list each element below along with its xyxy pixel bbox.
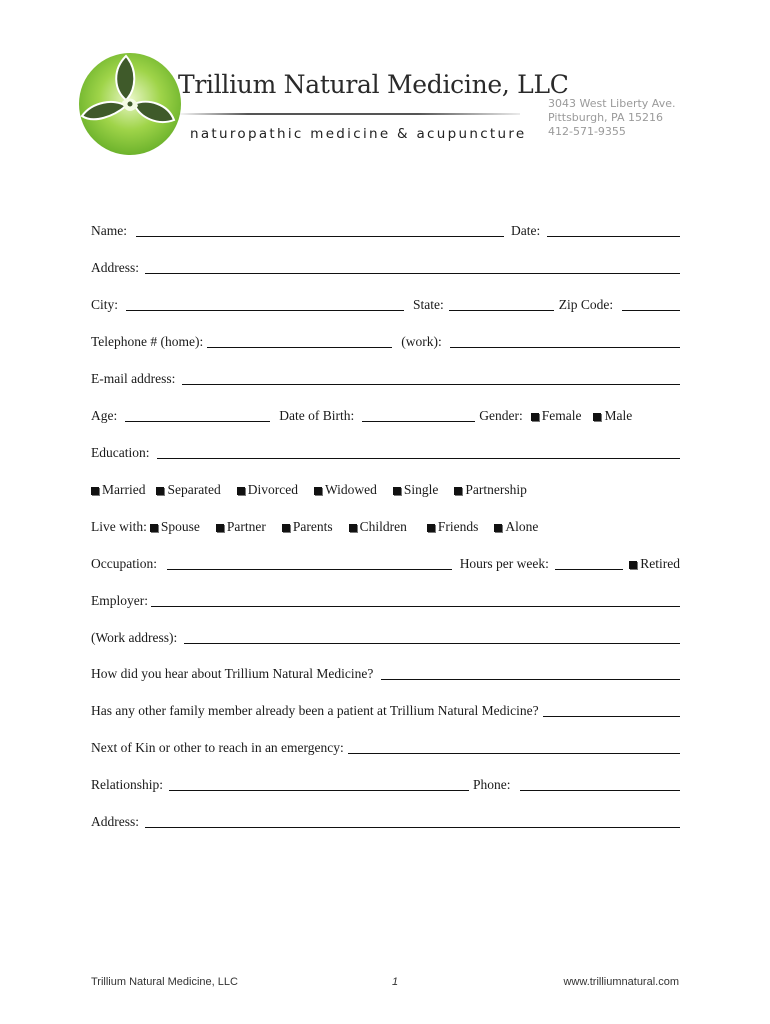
name-label: Name: [91,223,127,238]
checkbox-icon [91,487,99,495]
zip-field[interactable] [622,310,680,311]
row-kin-address [91,810,680,832]
family-patient-field[interactable] [543,716,680,717]
row-name-date [91,219,680,241]
checkbox-icon [349,524,357,532]
children-checkbox[interactable]: Children [349,519,407,537]
trillium-logo-icon [78,52,182,156]
address-line-2: Pittsburgh, PA 15216 [548,111,663,124]
checkbox-icon [393,487,401,495]
partner-checkbox[interactable]: Partner [216,519,266,537]
relationship-label: Relationship: [91,777,163,792]
age-field[interactable] [125,421,270,422]
address-field[interactable] [145,273,680,274]
checkbox-icon [282,524,290,532]
address-line-1: 3043 West Liberty Ave. [548,97,676,110]
tel-work-label: (work): [401,334,442,349]
hours-label: Hours per week: [459,556,549,571]
email-field[interactable] [182,384,680,385]
employer-label: Employer: [91,593,148,608]
row-employer [91,589,680,611]
contact-block [548,97,675,139]
footer-website-link[interactable]: www.trilliumnatural.com [563,976,679,988]
tagline: naturopathic medicine & acupuncture [190,126,527,142]
checkbox-icon [216,524,224,532]
practice-name: Trillium Natural Medicine, LLC [178,70,569,99]
date-label: Date: [511,223,541,238]
row-work-address [91,626,680,648]
age-label: Age: [91,408,118,423]
checkbox-icon [593,413,601,421]
row-city-state-zip [91,293,680,315]
email-label: E-mail address: [91,371,176,386]
row-age-dob-gender [91,404,680,426]
city-label: City: [91,297,119,312]
state-label: State: [413,297,444,312]
retired-checkbox[interactable]: Retired [629,556,680,574]
row-email [91,367,680,389]
row-referral [91,662,680,684]
relationship-field[interactable] [169,790,469,791]
checkbox-icon [156,487,164,495]
zip-label: Zip Code: [558,297,614,312]
next-of-kin-field[interactable] [348,753,680,754]
dob-field[interactable] [362,421,475,422]
occupation-field[interactable] [167,569,452,570]
checkbox-icon [531,413,539,421]
single-checkbox[interactable]: Single [393,482,439,500]
live-with-label: Live with: [91,519,147,534]
spouse-checkbox[interactable]: Spouse [150,519,200,537]
kin-address-field[interactable] [145,827,680,828]
phone-number: 412-571-9355 [548,125,626,138]
work-address-label: (Work address): [91,630,178,645]
work-address-field[interactable] [184,643,680,644]
row-marital-status [91,478,680,500]
checkbox-icon [629,561,637,569]
parents-checkbox[interactable]: Parents [282,519,333,537]
education-label: Education: [91,445,150,460]
married-checkbox[interactable]: Married [91,482,145,500]
address-label: Address: [91,260,139,275]
divorced-checkbox[interactable]: Divorced [237,482,298,500]
checkbox-icon [314,487,322,495]
kin-phone-field[interactable] [520,790,680,791]
education-field[interactable] [157,458,680,459]
gender-label: Gender: [479,408,523,423]
referral-field[interactable] [381,679,680,680]
tel-home-field[interactable] [207,347,392,348]
separated-checkbox[interactable]: Separated [156,482,220,500]
kin-address-label: Address: [91,814,139,829]
row-address [91,256,680,278]
footer-practice-name: Trillium Natural Medicine, LLC [91,976,238,988]
tel-home-label: Telephone # (home): [91,334,204,349]
row-education [91,441,680,463]
tel-work-field[interactable] [450,347,680,348]
kin-phone-label: Phone: [473,777,511,792]
friends-checkbox[interactable]: Friends [427,519,479,537]
dob-label: Date of Birth: [279,408,355,423]
checkbox-icon [494,524,502,532]
checkbox-icon [427,524,435,532]
partnership-checkbox[interactable]: Partnership [454,482,527,500]
row-family-patient [91,699,680,721]
date-field[interactable] [547,236,680,237]
family-patient-label: Has any other family member already been a patient at Trillium Natural Medicine? [91,703,539,718]
row-relationship-phone [91,773,680,795]
name-field[interactable] [136,236,504,237]
checkbox-icon [237,487,245,495]
alone-checkbox[interactable]: Alone [494,519,538,537]
row-live-with [91,515,680,537]
city-field[interactable] [126,310,404,311]
gender-female-checkbox[interactable]: Female [531,408,582,426]
checkbox-icon [150,524,158,532]
employer-field[interactable] [151,606,680,607]
occupation-label: Occupation: [91,556,157,571]
next-of-kin-label: Next of Kin or other to reach in an emergency: [91,740,344,755]
row-next-of-kin [91,736,680,758]
row-telephone [91,330,680,352]
hours-field[interactable] [555,569,623,570]
gender-male-checkbox[interactable]: Male [593,408,632,426]
widowed-checkbox[interactable]: Widowed [314,482,377,500]
referral-label: How did you hear about Trillium Natural Medicine? [91,666,374,681]
checkbox-icon [454,487,462,495]
page-number: 1 [392,976,399,988]
row-occupation [91,552,680,574]
header-rule [180,113,520,115]
state-field[interactable] [449,310,554,311]
